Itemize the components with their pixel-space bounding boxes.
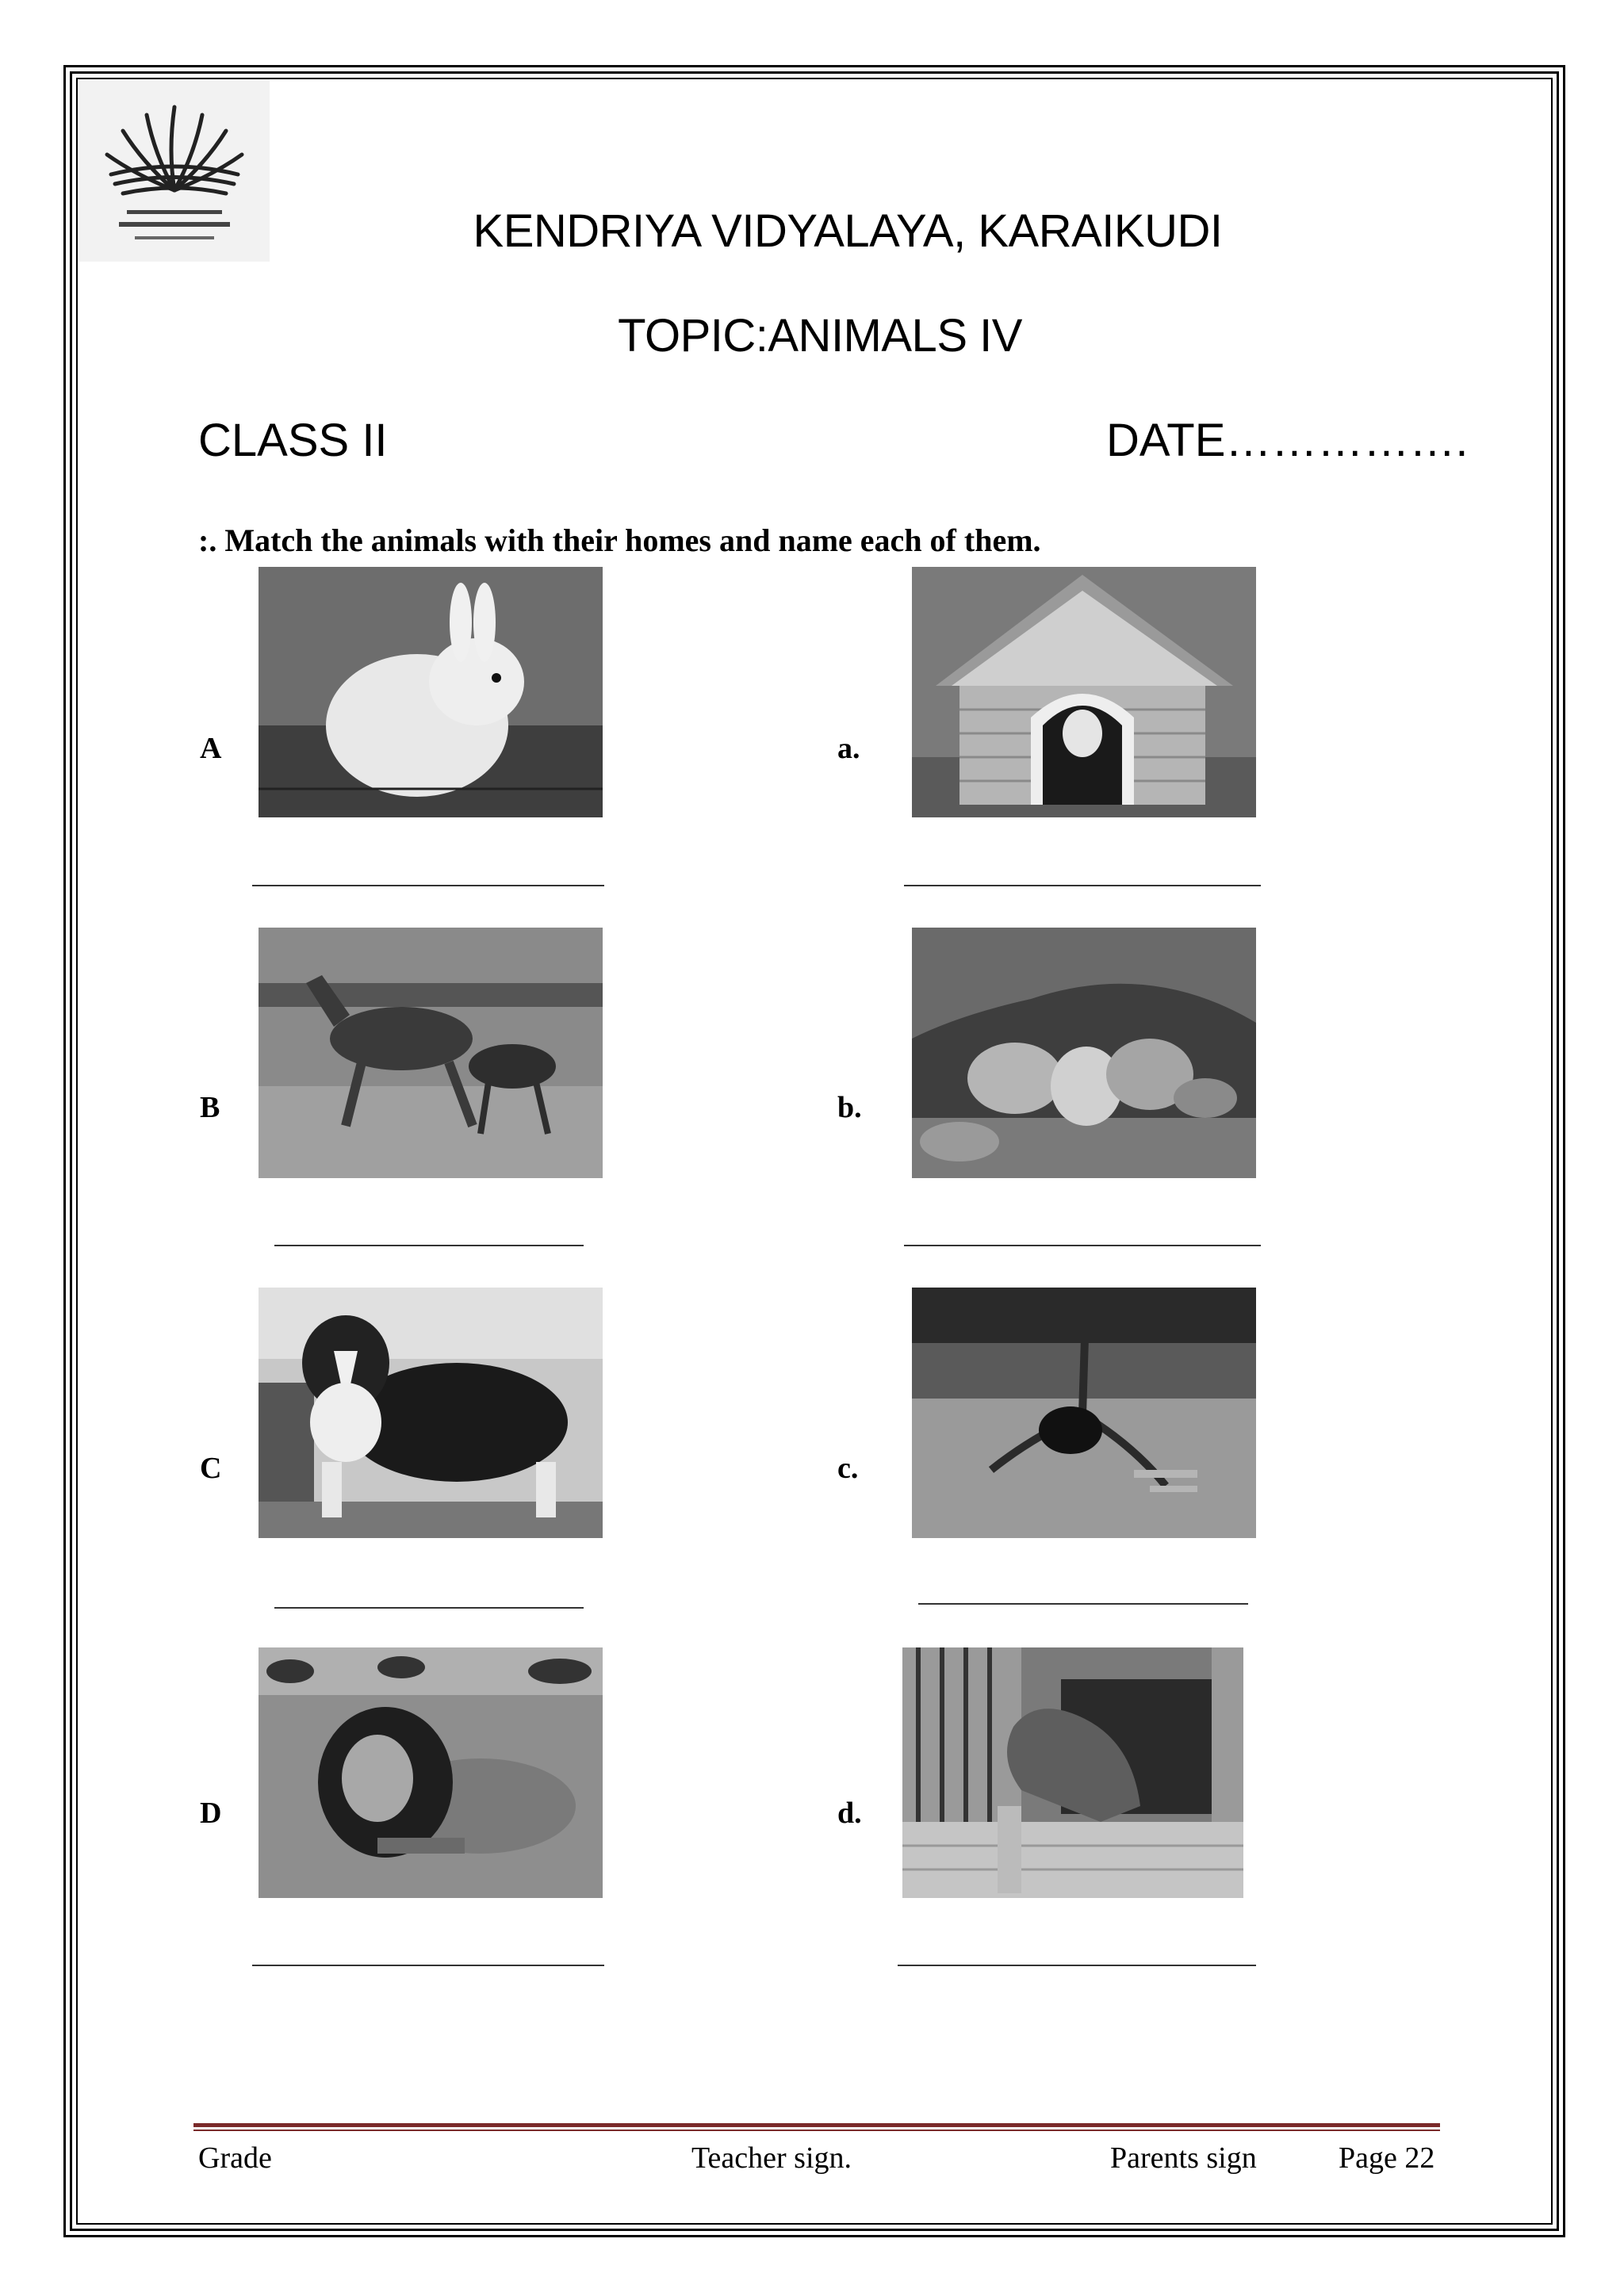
kennel-photo	[912, 567, 1256, 817]
footer-page-number: Page 22	[1339, 2141, 1435, 2175]
stable-photo	[902, 1647, 1243, 1898]
lion-photo	[259, 1647, 603, 1898]
item-letter-b-upper: B	[200, 1091, 220, 1124]
item-letter-c-upper: C	[200, 1452, 222, 1485]
item-letter-c-lower: c.	[837, 1452, 859, 1485]
answer-line-c-lower	[918, 1603, 1248, 1605]
den-photo	[912, 928, 1256, 1178]
answer-line-a-upper	[252, 885, 604, 886]
answer-line-d-upper	[252, 1965, 604, 1966]
footer-rule	[193, 2123, 1440, 2127]
date-field: DATE…………….	[1106, 415, 1469, 466]
class-label: CLASS II	[198, 415, 388, 466]
dog-photo	[259, 1288, 603, 1538]
answer-line-d-lower	[898, 1965, 1256, 1966]
footer-teacher-sign: Teacher sign.	[691, 2141, 852, 2175]
item-letter-d-upper: D	[200, 1797, 222, 1830]
answer-line-a-lower	[904, 885, 1261, 886]
burrow-photo	[912, 1288, 1256, 1538]
footer-rule-thin	[193, 2130, 1440, 2131]
item-letter-d-lower: d.	[837, 1797, 862, 1830]
horses-running-photo	[259, 928, 603, 1178]
answer-line-c-upper	[274, 1607, 584, 1609]
footer-parents-sign: Parents sign	[1110, 2141, 1257, 2175]
topic-title: TOPIC:ANIMALS IV	[618, 310, 1022, 362]
answer-line-b-upper	[274, 1245, 584, 1246]
answer-line-b-lower	[904, 1245, 1261, 1246]
rabbit-photo	[259, 567, 603, 817]
footer-grade: Grade	[198, 2141, 272, 2175]
school-title: KENDRIYA VIDYALAYA, KARAIKUDI	[473, 205, 1223, 257]
instruction-text: :. Match the animals with their homes and name each of them.	[198, 522, 1041, 558]
item-letter-b-lower: b.	[837, 1091, 862, 1124]
item-letter-a-lower: a.	[837, 732, 860, 765]
item-letter-a-upper: A	[200, 732, 222, 765]
